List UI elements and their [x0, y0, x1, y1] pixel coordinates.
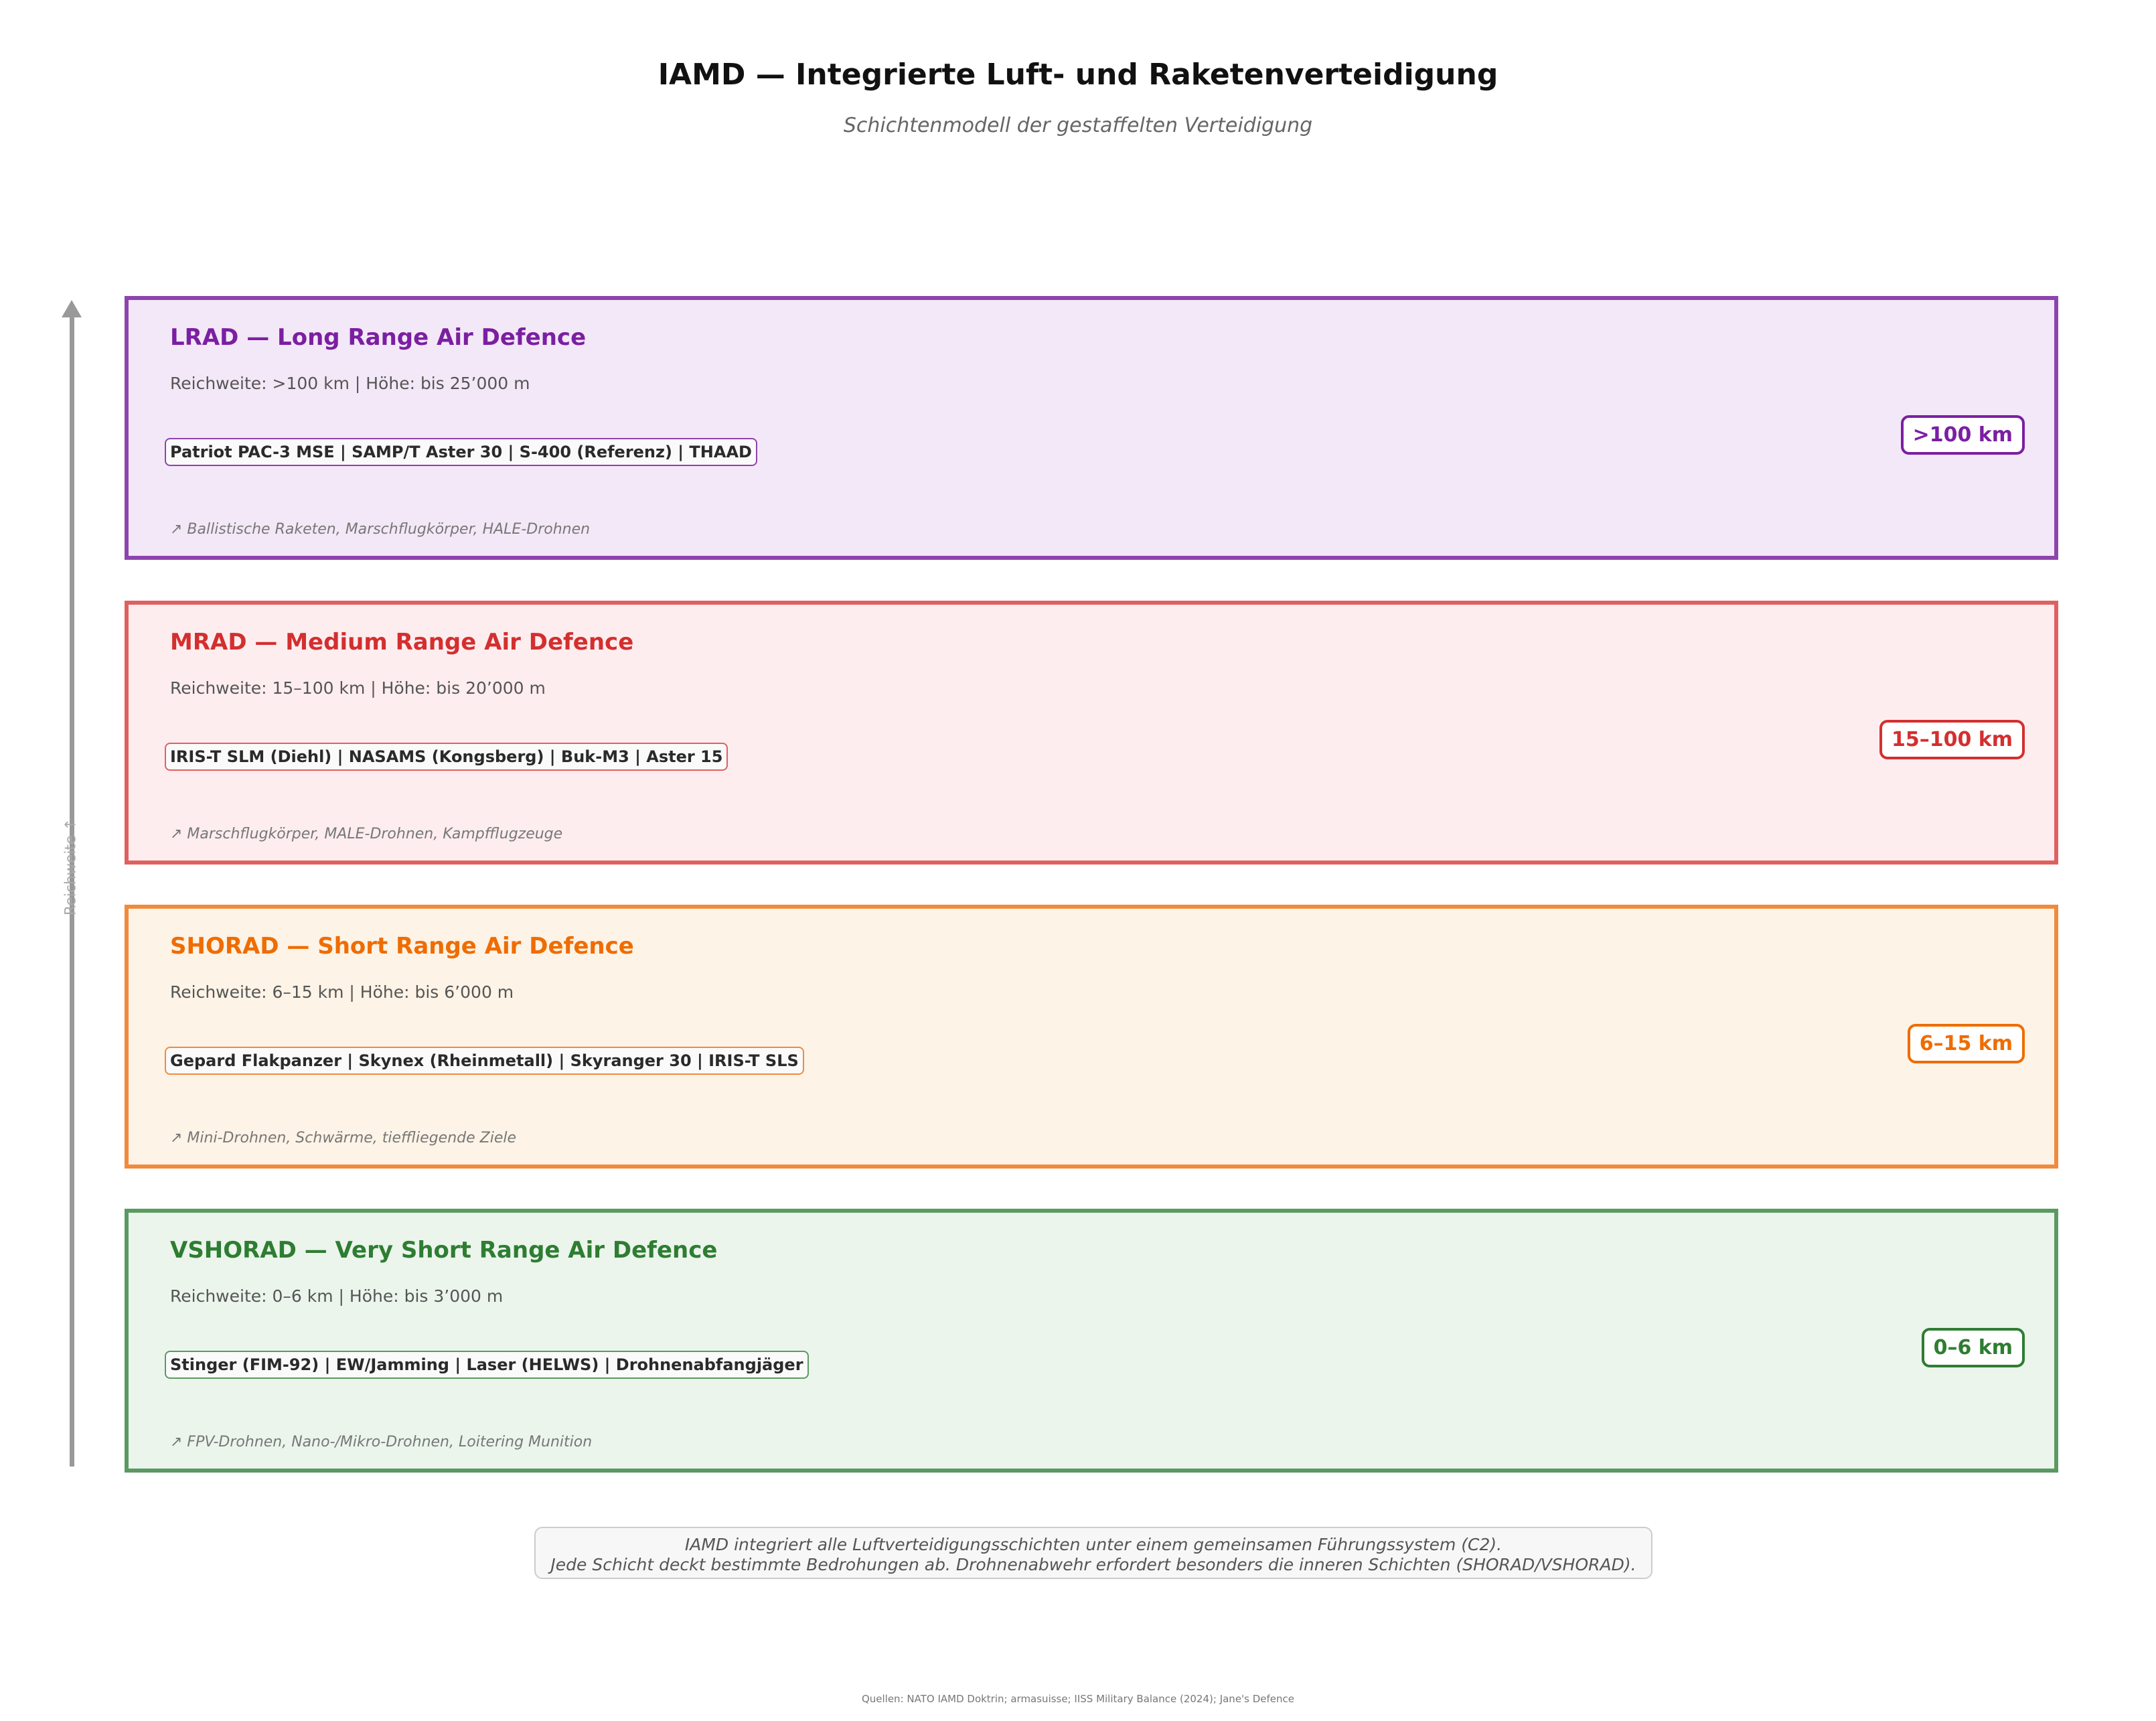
page-title: IAMD — Integrierte Luft- und Raketenverteidigung [658, 58, 1498, 92]
layer-range-badge: >100 km [1901, 415, 2025, 455]
layer-range-info: Reichweite: >100 km | Höhe: bis 25’000 m [170, 374, 530, 393]
layer-lrad [125, 296, 2058, 560]
layer-systems-box: Gepard Flakpanzer | Skynex (Rheinmetall) | Skyranger 30 | IRIS-T SLS [165, 1047, 804, 1075]
layer-threats: ↗ Mini-Drohnen, Schwärme, tieffliegende Ziele [170, 1130, 516, 1146]
layer-range-info: Reichweite: 0–6 km | Höhe: bis 3’000 m [170, 1286, 504, 1306]
arrow-up-icon [62, 300, 82, 317]
summary-note [534, 1527, 1652, 1579]
layer-range-info: Reichweite: 15–100 km | Höhe: bis 20’000 m [170, 678, 546, 698]
layer-title: MRAD — Medium Range Air Defence [170, 629, 634, 656]
layer-title: SHORAD — Short Range Air Defence [170, 933, 634, 960]
layer-range-badge: 0–6 km [1922, 1328, 2025, 1367]
page-subtitle: Schichtenmodell der gestaffelten Verteidigung [843, 114, 1313, 137]
summary-note-line-2: Jede Schicht deckt bestimmte Bedrohungen ab. Drohnenabwehr erfordert besonders die inneren Schichten (SHORAD/VSHORAD). [550, 1555, 1636, 1574]
sources-footnote: Quellen: NATO IAMD Doktrin; armasuisse; IISS Military Balance (2024); Jane's Defence [861, 1693, 1295, 1705]
layer-systems-box: Patriot PAC-3 MSE | SAMP/T Aster 30 | S-400 (Referenz) | THAAD [165, 438, 757, 466]
range-axis-label: Reichweite ↑ [62, 818, 80, 916]
layer-threats: ↗ FPV-Drohnen, Nano-/Mikro-Drohnen, Loitering Munition [170, 1434, 593, 1450]
layer-systems-box: Stinger (FIM-92) | EW/Jamming | Laser (HELWS) | Drohnenabfangjäger [165, 1351, 809, 1379]
layer-mrad [125, 601, 2058, 865]
layer-range-badge: 15–100 km [1879, 720, 2025, 759]
layer-range-badge: 6–15 km [1908, 1024, 2025, 1063]
layer-range-info: Reichweite: 6–15 km | Höhe: bis 6’000 m [170, 982, 514, 1002]
summary-note-line-1: IAMD integriert alle Luftverteidigungsschichten unter einem gemeinsamen Führungssystem (C2). [684, 1535, 1503, 1554]
layer-title: LRAD — Long Range Air Defence [170, 324, 587, 351]
layer-vshorad [125, 1209, 2058, 1473]
layer-shorad [125, 905, 2058, 1169]
layer-threats: ↗ Marschflugkörper, MALE-Drohnen, Kampfflugzeuge [170, 826, 563, 842]
layer-title: VSHORAD — Very Short Range Air Defence [170, 1237, 718, 1264]
layer-systems-box: IRIS-T SLM (Diehl) | NASAMS (Kongsberg) | Buk-M3 | Aster 15 [165, 743, 728, 771]
layer-threats: ↗ Ballistische Raketen, Marschflugkörper, HALE-Drohnen [170, 521, 591, 538]
